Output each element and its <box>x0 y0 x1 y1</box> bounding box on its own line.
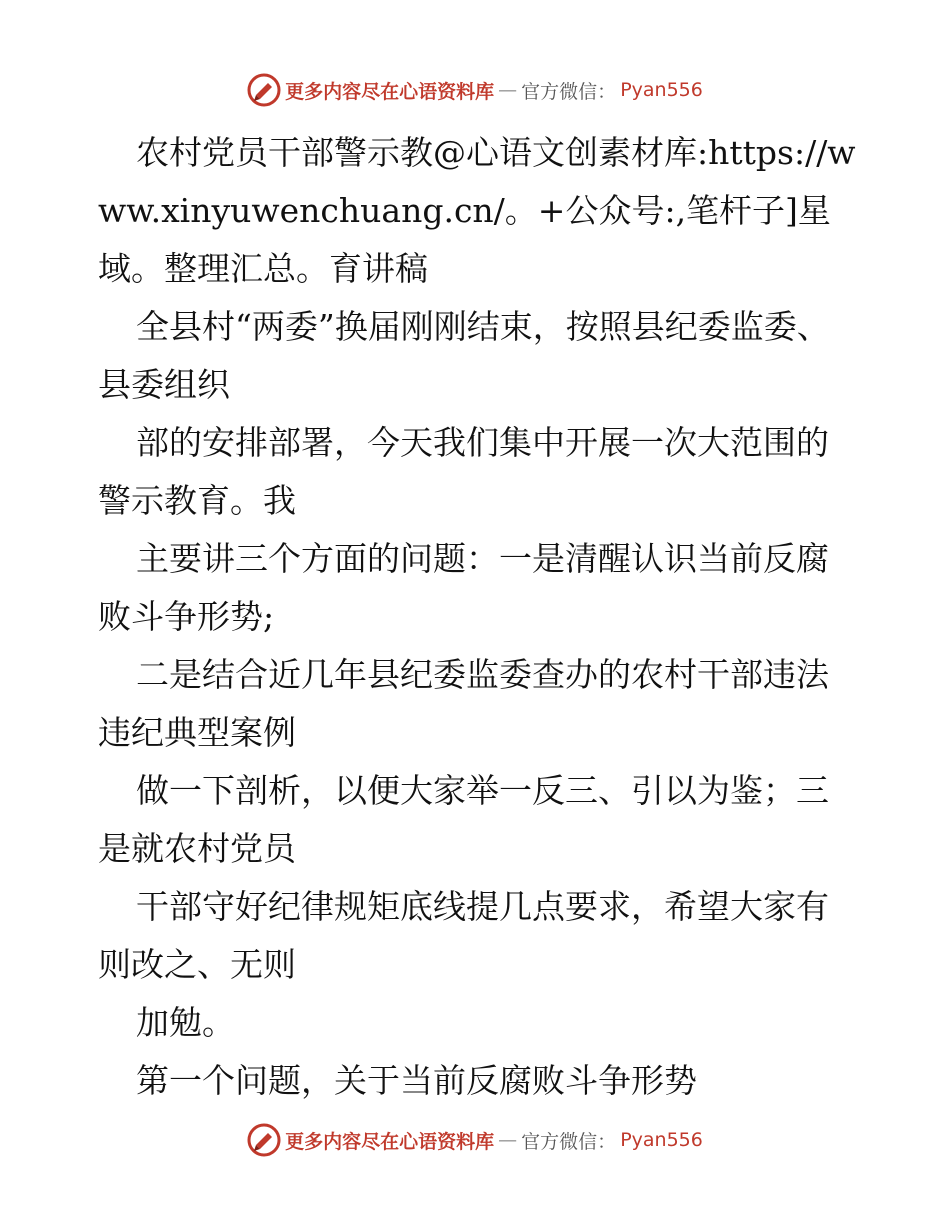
watermark-handle: Pyan556 <box>620 79 703 101</box>
footer-watermark <box>0 1120 950 1160</box>
paragraph: 农村党员干部警示教@心语文创素材库:https://www.xinyuwenchuang.cn/。+公众号:,笔杆子]星域。整理汇总。育讲稿 <box>98 133 856 288</box>
book-pen-logo-icon <box>247 1123 281 1157</box>
watermark-wechat-label: 官方微信： <box>521 1130 617 1153</box>
watermark-separator: — <box>498 1129 518 1151</box>
book-pen-logo-icon <box>247 73 281 107</box>
paragraph: 第一个问题，关于当前反腐败斗争形势 <box>136 1061 697 1100</box>
paragraph: 主要讲三个方面的问题：一是清醒认识当前反腐败斗争形势; <box>98 539 829 636</box>
watermark-main-text: 更多内容尽在心语资料库 <box>285 80 495 103</box>
watermark-handle: Pyan556 <box>620 1129 703 1151</box>
document-body <box>98 124 858 1110</box>
header-watermark <box>0 70 950 110</box>
paragraph: 部的安排部署，今天我们集中开展一次大范围的警示教育。我 <box>98 423 829 520</box>
watermark-separator: — <box>498 79 518 101</box>
paragraph: 全县村“两委”换届刚刚结束，按照县纪委监委、县委组织 <box>98 307 830 404</box>
watermark-wechat-label: 官方微信： <box>521 80 617 103</box>
paragraph: 干部守好纪律规矩底线提几点要求，希望大家有则改之、无则 <box>98 887 829 984</box>
paragraph: 做一下剖析，以便大家举一反三、引以为鉴；三是就农村党员 <box>98 771 829 868</box>
watermark-main-text: 更多内容尽在心语资料库 <box>285 1130 495 1153</box>
paragraph: 二是结合近几年县纪委监委查办的农村干部违法违纪典型案例 <box>98 655 829 752</box>
paragraph: 加勉。 <box>136 1003 235 1042</box>
